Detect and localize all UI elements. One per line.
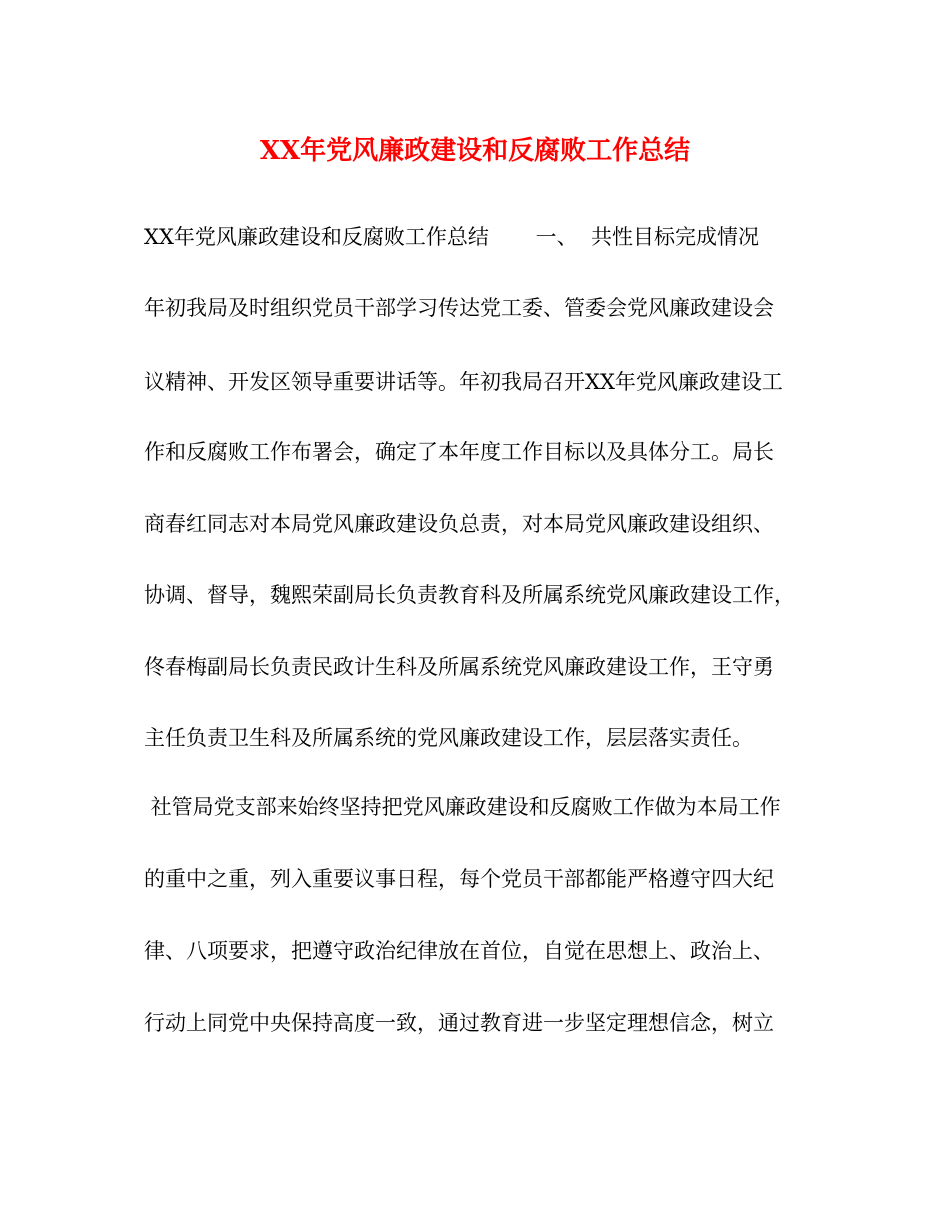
body-line-9: 社管局党支部来始终坚持把党风廉政建设和反腐败工作做为本局工作 — [144, 795, 781, 819]
body-line-6: 协调、督导，魏熙荣副局长负责教育科及所属系统党风廉政建设工作， — [144, 583, 795, 607]
body-line-2: 年初我局及时组织党员干部学习传达党工委、管委会党风廉政建设会 — [144, 296, 774, 320]
body-line-12: 行动上同党中央保持高度一致，通过教育进一步坚定理想信念，树立 — [144, 1011, 774, 1035]
body-line-11: 律、八项要求，把遵守政治纪律放在首位，自觉在思想上、政治上、 — [144, 939, 774, 963]
body-line-8: 主任负责卫生科及所属系统的党风廉政建设工作，层层落实责任。 — [144, 726, 753, 750]
body-line-3: 议精神、开发区领导重要讲话等。年初我局召开XX年党风廉政建设工 — [144, 370, 783, 394]
body-line-7: 佟春梅副局长负责民政计生科及所属系统党风廉政建设工作，王守勇 — [144, 655, 774, 679]
body-line-1: XX年党风廉政建设和反腐败工作总结 一、 共性目标完成情况 — [144, 225, 759, 249]
body-line-4: 作和反腐败工作布署会，确定了本年度工作目标以及具体分工。局长 — [144, 440, 774, 464]
document-title: XX年党风廉政建设和反腐败工作总结 — [259, 136, 691, 166]
body-line-10: 的重中之重，列入重要议事日程，每个党员干部都能严格遵守四大纪 — [144, 867, 774, 891]
body-line-5: 商春红同志对本局党风廉政建设负总责，对本局党风廉政建设组织、 — [144, 512, 774, 536]
